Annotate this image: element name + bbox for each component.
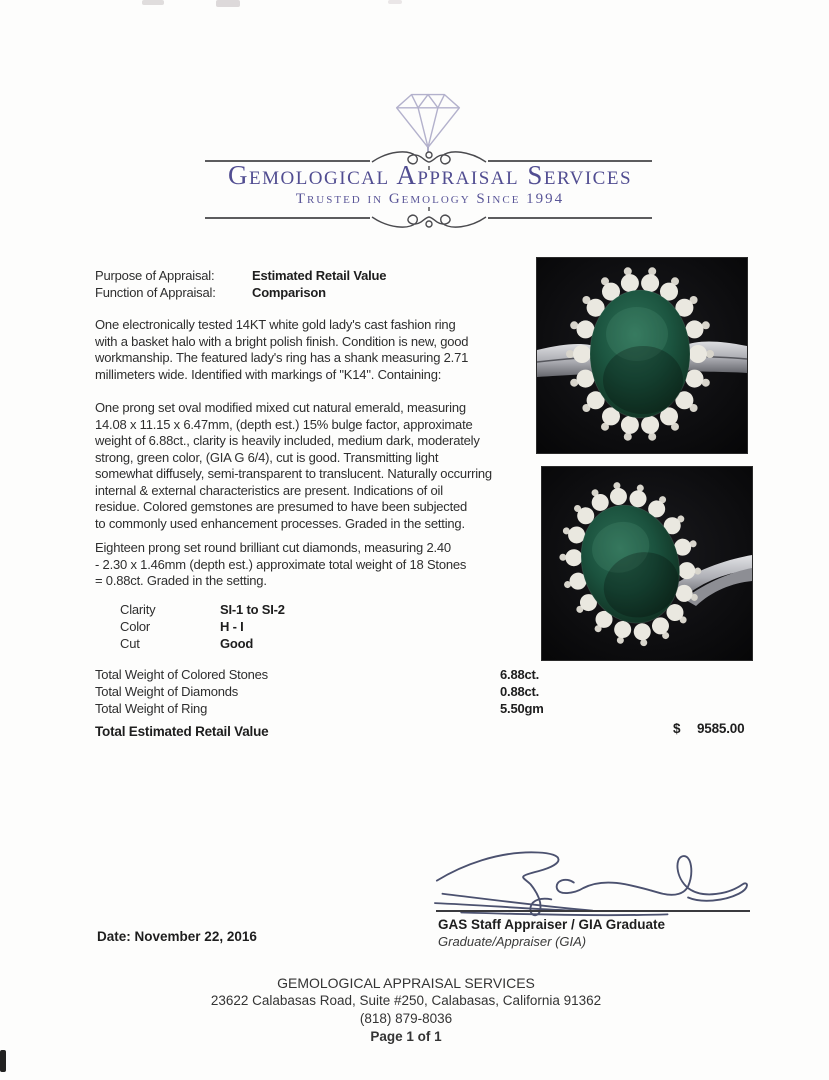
purpose-value: Estimated Retail Value: [252, 268, 387, 283]
paragraph-line: = 0.88ct. Graded in the setting.: [95, 573, 267, 588]
weight-label: Total Weight of Colored Stones: [95, 667, 268, 682]
appraisal-date: [97, 929, 257, 944]
date-value: November 22, 2016: [134, 929, 257, 944]
grading-value: SI-1 to SI-2: [220, 602, 285, 617]
scan-artifact: [388, 0, 402, 4]
purpose-label: Purpose of Appraisal:: [95, 268, 215, 283]
grading-label: Clarity: [120, 602, 156, 617]
paragraph-line: One electronically tested 14KT white gold lady's cast fashion ring: [95, 317, 456, 332]
ring-photo-top-view: [537, 258, 747, 453]
diamond-logo-icon: [386, 88, 470, 154]
emerald-description-paragraph: [95, 400, 555, 532]
grading-row-clarity: [120, 602, 285, 619]
weight-value: 6.88ct.: [500, 667, 540, 682]
purpose-row: [95, 268, 387, 285]
paragraph-line: weight of 6.88ct., clarity is heavily included, medium dark, moderately: [95, 433, 480, 448]
date-label: Date:: [97, 929, 131, 944]
rule-line: [488, 217, 653, 219]
function-value: Comparison: [252, 285, 326, 300]
footer-phone: (818) 879-8036: [359, 1011, 453, 1026]
rule-line: [205, 217, 370, 219]
grading-value: H - I: [220, 619, 244, 634]
weight-value: 5.50gm: [500, 701, 544, 716]
paragraph-line: residue. Colored gemstones are presumed to have been subjected: [95, 499, 468, 514]
total-value-row: [95, 721, 795, 741]
weight-label: Total Weight of Diamonds: [95, 684, 239, 699]
ring-photo-side-view: [542, 467, 752, 660]
paragraph-line: One prong set oval modified mixed cut natural emerald, measuring: [95, 400, 466, 415]
weight-row-ring: [95, 701, 544, 718]
scan-artifact: [142, 0, 164, 5]
footer-company: GEMOLOGICAL APPRAISAL SERVICES: [277, 975, 535, 991]
paragraph-line: to commonly used enhancement processes. Graded in the setting.: [95, 515, 465, 531]
grading-row-cut: [120, 636, 254, 653]
diamonds-description-paragraph: [95, 540, 555, 590]
ring-description-paragraph: [95, 317, 545, 383]
company-tagline: Trusted in Gemology Since 1994: [295, 191, 565, 207]
flourish-ornament-icon: [370, 205, 488, 231]
paragraph-line: with a basket halo with a bright polish finish. Condition is new, good: [95, 333, 469, 349]
paragraph-line: millimeters wide. Identified with markings of "K14". Containing:: [95, 366, 442, 382]
weight-row-diamonds: [95, 684, 540, 701]
weight-label: Total Weight of Ring: [95, 701, 208, 716]
footer-page-number: Page 1 of 1: [370, 1029, 442, 1044]
signature-line: [436, 910, 750, 912]
paragraph-line: strong, green color, (GIA G 6/4), cut is good. Transmitting light: [95, 449, 439, 465]
signer-subtitle: Graduate/Appraiser (GIA): [438, 934, 587, 949]
paragraph-line: internal & external characteristics are present. Indications of oil: [95, 482, 443, 498]
header-ornament-bottom: [205, 205, 652, 231]
scan-artifact: [0, 1050, 6, 1072]
paragraph-line: 14.08 x 11.15 x 6.47mm, (depth est.) 15% bulge factor, approximate: [95, 416, 473, 432]
grading-value: Good: [220, 636, 254, 651]
grading-label: Cut: [120, 636, 140, 651]
total-value-label: Total Estimated Retail Value: [95, 724, 269, 739]
function-label: Function of Appraisal:: [95, 285, 216, 300]
company-title: Gemological Appraisal Services: [227, 160, 633, 190]
weight-value: 0.88ct.: [500, 684, 540, 699]
function-row: [95, 285, 326, 302]
letterhead-title-block: [150, 160, 710, 208]
signer-title: GAS Staff Appraiser / GIA Graduate: [438, 917, 666, 932]
total-amount: 9585.00: [697, 721, 745, 736]
scan-artifact: [216, 0, 240, 7]
grading-label: Color: [120, 619, 151, 634]
weight-row-colored-stones: [95, 667, 540, 684]
paragraph-line: - 2.30 x 1.46mm (depth est.) approximate total weight of 18 Stones: [95, 556, 467, 572]
currency-symbol: $: [673, 721, 681, 736]
paragraph-line: workmanship. The featured lady's ring has a shank measuring 2.71: [95, 350, 469, 365]
footer-address: 23622 Calabasas Road, Suite #250, Calabasas, California 91362: [210, 993, 602, 1008]
signature-script: [420, 845, 765, 920]
paragraph-line: Eighteen prong set round brilliant cut diamonds, measuring 2.40: [95, 540, 451, 555]
paragraph-line: somewhat diffusely, semi-transparent to translucent. Naturally occurring: [95, 466, 492, 481]
grading-row-color: [120, 619, 244, 636]
